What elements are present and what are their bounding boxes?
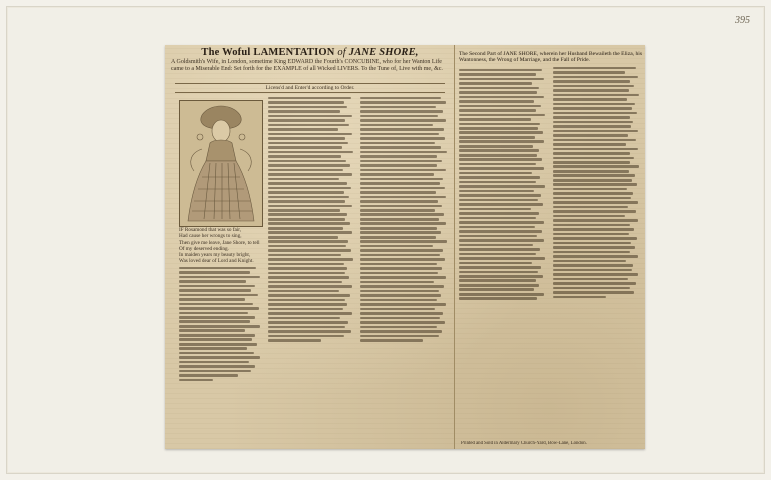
text-line [268, 227, 343, 230]
text-line [459, 221, 544, 224]
text-line [553, 282, 636, 285]
text-line [360, 101, 446, 104]
text-line [553, 210, 636, 213]
text-line [459, 96, 544, 99]
ballad-sheet [165, 45, 645, 449]
text-line [459, 136, 535, 139]
text-line [179, 276, 260, 279]
text-line [459, 279, 536, 282]
text-line [179, 379, 213, 382]
text-line [360, 160, 442, 163]
text-line [553, 188, 627, 191]
text-line [459, 167, 544, 170]
text-line [268, 110, 340, 113]
text-line [268, 326, 345, 329]
text-line [553, 85, 634, 88]
text-line [268, 187, 351, 190]
text-line [268, 106, 347, 109]
text-line [360, 155, 437, 158]
text-line [459, 194, 541, 197]
verse-line: Then give me leave, Jane Shore, to tell [179, 239, 260, 246]
text-line [553, 219, 638, 222]
text-line [553, 183, 637, 186]
text-line [179, 334, 255, 337]
text-line [459, 208, 531, 211]
text-line [459, 244, 533, 247]
text-line [553, 233, 629, 236]
text-line [459, 154, 537, 157]
text-line [360, 254, 440, 257]
text-line [179, 352, 254, 355]
text-line [360, 267, 442, 270]
text-line [268, 133, 352, 136]
text-line [360, 133, 439, 136]
text-line [553, 67, 636, 70]
text-line [459, 203, 543, 206]
text-line [179, 289, 251, 292]
text-line [179, 312, 248, 315]
text-line [459, 239, 544, 242]
text-line [553, 148, 638, 151]
text-line [360, 115, 438, 118]
ballad-column-2 [268, 95, 356, 445]
text-line [360, 169, 446, 172]
text-line [459, 109, 536, 112]
verse-line: IF Rosamond that was so fair, [179, 227, 242, 233]
text-line [268, 321, 348, 324]
text-line [179, 298, 245, 301]
text-lines-col1 [179, 267, 263, 382]
text-line [459, 275, 543, 278]
text-line [360, 231, 441, 234]
ballad-column-1 [179, 227, 263, 445]
text-line [179, 294, 258, 297]
text-line [360, 321, 445, 324]
folio-number: 395 [735, 15, 750, 26]
text-line [459, 100, 534, 103]
text-line [268, 308, 343, 311]
text-line [553, 174, 635, 177]
text-line [553, 76, 638, 79]
text-line [553, 157, 634, 160]
text-line [553, 121, 633, 124]
title-main: LAMENTATION [253, 47, 335, 58]
text-line [459, 293, 544, 296]
text-line [459, 199, 538, 202]
text-line [268, 142, 348, 145]
text-line [553, 237, 637, 240]
text-line [360, 218, 439, 221]
text-line [360, 196, 446, 199]
text-line [459, 145, 533, 148]
text-line [459, 248, 540, 251]
text-line [360, 281, 434, 284]
text-line [553, 264, 633, 267]
text-line [360, 209, 435, 212]
text-line [360, 335, 439, 338]
text-line [179, 374, 238, 377]
text-line [553, 80, 630, 83]
text-line [553, 165, 639, 168]
text-line [360, 142, 435, 145]
text-line [360, 128, 444, 131]
text-line [179, 356, 260, 359]
text-line [553, 98, 627, 101]
text-lines-col4 [459, 67, 642, 301]
text-line [360, 164, 437, 167]
text-line [553, 228, 634, 231]
text-line [553, 269, 632, 272]
text-line [459, 78, 544, 81]
text-line [268, 254, 341, 257]
text-line [268, 285, 352, 288]
text-line [360, 222, 446, 225]
text-line [268, 101, 344, 104]
text-line [360, 276, 446, 279]
text-line [179, 343, 257, 346]
text-line [553, 278, 628, 281]
text-line [360, 339, 423, 342]
text-line [459, 172, 532, 175]
text-line [553, 242, 631, 245]
text-line [360, 106, 436, 109]
text-line [268, 128, 338, 131]
text-line [459, 73, 536, 76]
text-line [553, 143, 626, 146]
text-line [268, 218, 345, 221]
text-line [268, 249, 351, 252]
text-line [179, 361, 249, 364]
text-line [360, 182, 440, 185]
text-line [459, 230, 542, 233]
text-line [360, 146, 441, 149]
text-line [459, 127, 538, 130]
text-line [268, 290, 339, 293]
ballad-subtitle: A Goldsmith's Wife, in London, sometime King EDWARD the Fourth's CONCUBINE, who for her Wanton Life came to a Miserable End: Set forth for the EXAMPLE of all Wicked LIVERS. To the Tune of, Live with me, &c. [171, 59, 443, 72]
text-line [553, 296, 606, 299]
text-line [553, 134, 628, 137]
text-line [179, 303, 253, 306]
text-line [459, 297, 537, 300]
ballad-column-3 [360, 95, 450, 445]
text-line [360, 285, 444, 288]
text-line [360, 97, 441, 100]
woodcut-portrait-image [179, 100, 263, 227]
text-line [268, 335, 344, 338]
text-line [268, 299, 345, 302]
title-name: JANE SHORE, [348, 47, 419, 58]
text-line [268, 245, 346, 248]
text-line [553, 197, 631, 200]
text-line [360, 227, 437, 230]
text-line [268, 222, 350, 225]
text-line [553, 273, 638, 276]
text-line [268, 240, 348, 243]
text-line [553, 139, 636, 142]
text-line [553, 170, 629, 173]
text-line [553, 71, 625, 74]
text-line [459, 266, 541, 269]
text-line [553, 192, 633, 195]
text-line [459, 114, 545, 117]
text-line [553, 107, 632, 110]
text-line [360, 213, 444, 216]
text-line [268, 303, 347, 306]
text-line [459, 262, 532, 265]
text-line [360, 326, 437, 329]
text-line [459, 118, 531, 121]
text-line [268, 137, 345, 140]
text-line [268, 196, 349, 199]
text-line [459, 91, 537, 94]
text-line [360, 151, 447, 154]
text-line [360, 119, 446, 122]
text-line [459, 190, 534, 193]
text-line [553, 255, 638, 258]
text-line [268, 173, 352, 176]
text-line [459, 212, 539, 215]
text-line [459, 87, 539, 90]
text-line [268, 119, 345, 122]
text-line [360, 272, 438, 275]
text-line [268, 205, 352, 208]
text-line [459, 149, 539, 152]
text-line [553, 94, 639, 97]
text-line [459, 271, 538, 274]
text-line [268, 191, 344, 194]
text-line [179, 365, 255, 368]
text-line [179, 307, 259, 310]
text-line [268, 97, 351, 100]
text-line [553, 152, 630, 155]
text-line [179, 271, 250, 274]
text-line [360, 110, 443, 113]
text-line [179, 316, 255, 319]
text-line [553, 206, 628, 209]
text-line [268, 178, 339, 181]
text-line [360, 240, 447, 243]
text-line [268, 231, 352, 234]
text-line [268, 146, 342, 149]
text-line [553, 215, 625, 218]
text-line [459, 185, 545, 188]
text-line [179, 329, 245, 332]
ballad-first-part [165, 45, 453, 449]
text-line [459, 253, 536, 256]
text-line [360, 124, 433, 127]
title-prefix: The Woful [201, 47, 251, 58]
license-line: Licens'd and Enter'd according to Order. [175, 83, 445, 93]
text-line [179, 347, 247, 350]
text-line [553, 89, 629, 92]
text-line [459, 105, 541, 108]
text-line [360, 330, 442, 333]
text-line [179, 285, 255, 288]
text-line [360, 173, 434, 176]
text-line [553, 201, 638, 204]
text-line [553, 103, 635, 106]
ballad-column-4 [459, 51, 642, 443]
text-line [179, 325, 260, 328]
text-line [268, 200, 345, 203]
text-line [268, 169, 343, 172]
verse-line: Was loved dear of Lord and Knight. [179, 258, 254, 265]
text-line [360, 187, 445, 190]
text-line [459, 257, 545, 260]
text-line [459, 131, 543, 134]
verse-line: Of my deserved ending. [179, 245, 229, 252]
text-line [553, 251, 630, 254]
text-line [459, 217, 536, 220]
text-line [553, 179, 632, 182]
text-line [268, 312, 352, 315]
text-line [268, 115, 352, 118]
text-line [360, 299, 437, 302]
text-line [360, 263, 437, 266]
text-line [360, 137, 445, 140]
text-line [179, 280, 246, 283]
text-line [360, 258, 445, 261]
text-line [268, 276, 349, 279]
text-line [459, 288, 534, 291]
text-line [179, 370, 251, 373]
text-line [553, 125, 631, 128]
text-line [179, 320, 250, 323]
text-line [553, 116, 630, 119]
text-line [459, 82, 532, 85]
text-line [268, 164, 350, 167]
text-line [268, 236, 338, 239]
text-line [553, 287, 630, 290]
text-line [360, 312, 443, 315]
text-line [553, 260, 626, 263]
text-line [268, 339, 321, 342]
text-line [268, 182, 347, 185]
ballad-title [171, 47, 449, 73]
text-line [268, 155, 341, 158]
text-line [268, 124, 349, 127]
text-line [459, 69, 542, 72]
text-line [268, 317, 340, 320]
text-line [459, 181, 536, 184]
text-line [360, 200, 438, 203]
second-part-heading: The Second Part of JANE SHORE, wherein her Husband Bewaileth the Eliza, his Wantonness, the Wrong of Marriage, and the Fall of Pride. [459, 51, 642, 64]
text-line [459, 226, 535, 229]
text-line [360, 290, 439, 293]
text-line [553, 161, 630, 164]
text-line [360, 317, 440, 320]
imprint-footnote: Printed and Sold in Aldermary Church-Yard, Bow-Lane, London. [461, 441, 587, 446]
text-line [459, 176, 540, 179]
text-line [360, 308, 435, 311]
verse-line: In maiden years my beauty bright, [179, 252, 251, 259]
text-line [268, 267, 347, 270]
text-line [553, 112, 637, 115]
text-line [268, 330, 351, 333]
title-line [171, 47, 449, 58]
text-line [360, 245, 433, 248]
text-line [360, 236, 436, 239]
text-line [459, 163, 536, 166]
text-line [459, 123, 540, 126]
verse-line: Had cause her wrongs to sing, [179, 233, 242, 240]
text-line [268, 272, 345, 275]
text-line [459, 235, 537, 238]
mount-board [6, 6, 765, 474]
text-line [268, 263, 344, 266]
text-line [268, 213, 347, 216]
ballad-second-part [454, 45, 645, 449]
text-line [360, 205, 442, 208]
text-line [553, 224, 630, 227]
text-line [459, 158, 542, 161]
text-line [553, 246, 635, 249]
text-line [360, 249, 443, 252]
text-line [360, 191, 436, 194]
text-line [360, 178, 443, 181]
text-line [553, 291, 634, 294]
title-of: of [337, 47, 346, 58]
text-line [268, 258, 353, 261]
text-line [553, 130, 638, 133]
text-line [268, 151, 353, 154]
text-line [360, 294, 441, 297]
text-line [459, 140, 544, 143]
woodcut-figure-icon [180, 101, 262, 226]
text-line [459, 284, 539, 287]
text-line [179, 267, 256, 270]
text-line [179, 338, 252, 341]
text-line [268, 160, 346, 163]
text-line [268, 209, 340, 212]
text-line [360, 303, 446, 306]
text-line [268, 281, 342, 284]
text-line [268, 294, 350, 297]
